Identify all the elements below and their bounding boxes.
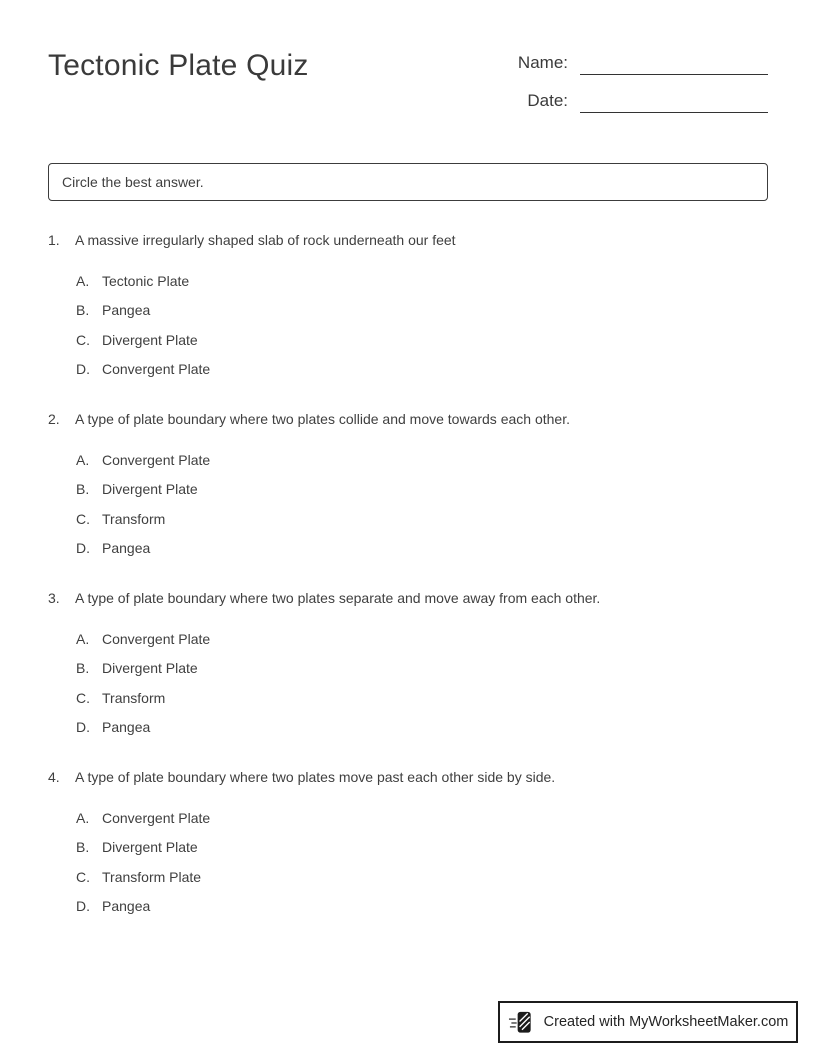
- question-text: A type of plate boundary where two plates separate and move away from each other.: [75, 590, 601, 606]
- option-a: [76, 624, 768, 654]
- option-b: [76, 475, 768, 505]
- option-a: [76, 803, 768, 833]
- option-d: [76, 355, 768, 385]
- options-list: [76, 624, 768, 742]
- option-text: Divergent Plate: [102, 331, 198, 348]
- question-list: [48, 231, 768, 921]
- option-c: [76, 683, 768, 713]
- instructions-text: Circle the best answer.: [62, 174, 204, 190]
- question-number: 4.: [48, 769, 60, 785]
- option-letter: A.: [76, 451, 90, 468]
- question-number: 3.: [48, 590, 60, 606]
- options-list: [76, 803, 768, 921]
- option-text: Transform: [102, 510, 166, 527]
- option-text: Tectonic Plate: [102, 272, 190, 289]
- option-a: [76, 266, 768, 296]
- option-text: Pangea: [102, 898, 151, 915]
- question-text: A type of plate boundary where two plates collide and move towards each other.: [75, 411, 570, 427]
- option-text: Pangea: [102, 719, 151, 736]
- option-d: [76, 713, 768, 743]
- option-text: Convergent Plate: [102, 630, 211, 647]
- option-text: Pangea: [102, 540, 151, 557]
- question-number: 2.: [48, 411, 60, 427]
- option-letter: B.: [76, 660, 90, 677]
- options-list: [76, 266, 768, 384]
- option-letter: D.: [76, 540, 90, 557]
- option-text: Divergent Plate: [102, 481, 198, 498]
- date-blank-line: [580, 112, 768, 113]
- option-letter: A.: [76, 272, 90, 289]
- option-letter: A.: [76, 630, 90, 647]
- question-2: [48, 410, 768, 563]
- option-letter: D.: [76, 719, 90, 736]
- page-title: Tectonic Plate Quiz: [48, 49, 309, 82]
- question-number: 1.: [48, 232, 60, 248]
- option-text: Divergent Plate: [102, 839, 198, 856]
- name-field-row: [518, 50, 768, 75]
- option-text: Convergent Plate: [102, 809, 211, 826]
- name-label: Name:: [517, 53, 568, 73]
- option-text: Convergent Plate: [102, 361, 211, 378]
- option-c: [76, 504, 768, 534]
- options-list: [76, 445, 768, 563]
- option-letter: B.: [76, 302, 90, 319]
- instructions-box: [48, 163, 768, 201]
- option-text: Transform: [102, 689, 166, 706]
- question-text-row: [48, 589, 768, 608]
- option-letter: C.: [76, 689, 90, 706]
- question-text: A massive irregularly shaped slab of rock underneath our feet: [75, 232, 456, 248]
- option-letter: B.: [76, 481, 90, 498]
- worksheet-maker-icon: [508, 1009, 535, 1036]
- option-d: [76, 534, 768, 564]
- option-letter: D.: [76, 361, 90, 378]
- option-a: [76, 445, 768, 475]
- option-text: Divergent Plate: [102, 660, 198, 677]
- option-b: [76, 833, 768, 863]
- footer-text: Created with MyWorksheetMaker.com: [543, 1014, 789, 1030]
- option-letter: A.: [76, 809, 90, 826]
- option-letter: C.: [76, 510, 90, 527]
- option-letter: B.: [76, 839, 90, 856]
- worksheet-maker-badge: [498, 1001, 798, 1043]
- question-text-row: [48, 768, 768, 787]
- date-label: Date:: [527, 91, 568, 111]
- question-1: [48, 231, 768, 384]
- option-d: [76, 892, 768, 922]
- option-text: Convergent Plate: [102, 451, 211, 468]
- question-4: [48, 768, 768, 921]
- question-text-row: [48, 231, 768, 250]
- option-c: [76, 862, 768, 892]
- question-text-row: [48, 410, 768, 429]
- option-letter: C.: [76, 331, 90, 348]
- question-3: [48, 589, 768, 742]
- option-letter: C.: [76, 868, 90, 885]
- header-fields: [518, 50, 768, 126]
- option-b: [76, 654, 768, 684]
- option-c: [76, 325, 768, 355]
- option-letter: D.: [76, 898, 90, 915]
- date-field-row: [518, 88, 768, 113]
- option-b: [76, 296, 768, 326]
- option-text: Pangea: [102, 302, 151, 319]
- question-text: A type of plate boundary where two plates move past each other side by side.: [75, 769, 556, 785]
- name-blank-line: [580, 74, 768, 75]
- option-text: Transform Plate: [102, 868, 202, 885]
